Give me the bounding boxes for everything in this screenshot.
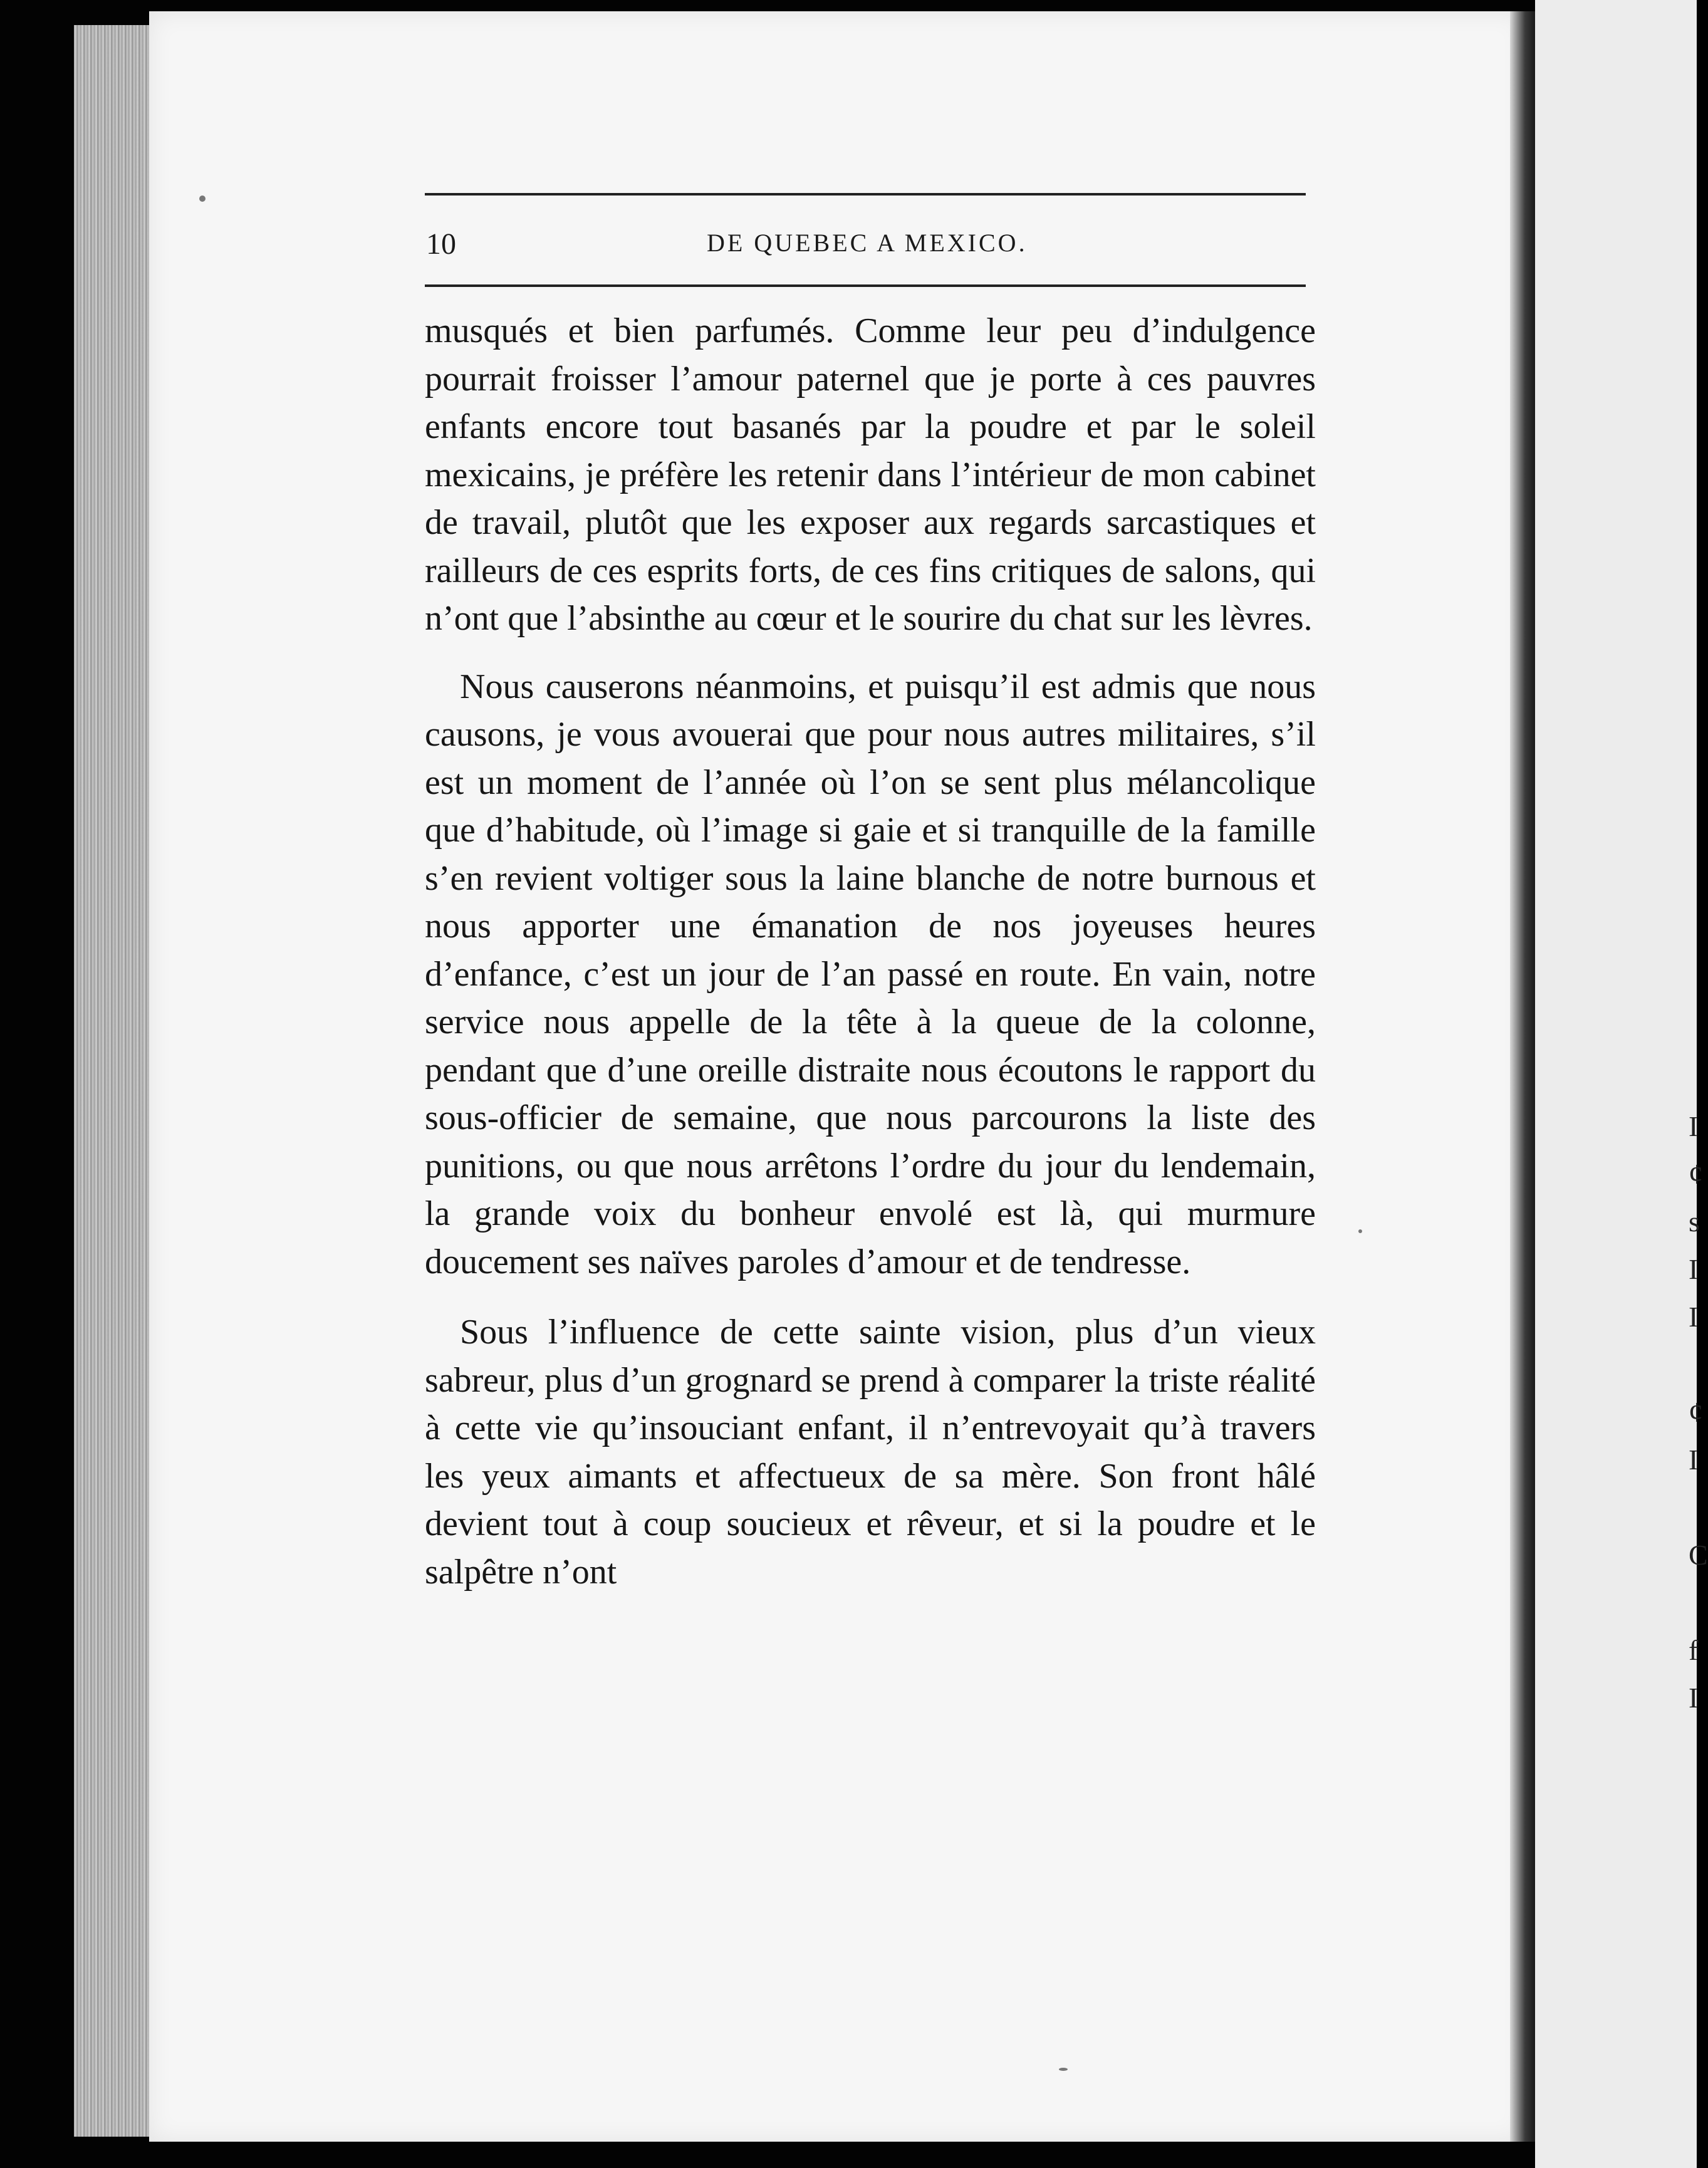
body-text [425,307,1316,1596]
paragraph: musqués et bien parfumés. Comme leur peu d’indulgence pourrait froisser l’amour paternel que je porte à ces pauvres enfants encore tout basanés par la poudre et par le soleil mexicains, je préfère les retenir dans l’intérieur de mon cabinet de travail, plutôt que les exposer aux regards sarcastiques et railleurs de ces esprits forts, de ces fins critiques de salons, qui n’ont que l’absinthe au cœur et le sourire du chat sur les lèvres. [425,311,1316,638]
paragraph: Nous causerons néanmoins, et puisqu’il est admis que nous causons, je vous avouerai que pour nous autres militaires, s’il est un moment de l’année où l’on se sent plus mélancolique que d’habitude, où l’image si gaie et si tranquille de la famille s’en revient voltiger sous la laine blanche de notre burnous et nous apporter une émanation de nos joyeuses heures d’enfance, c’est un jour de l’an passé en route. En vain, notre service nous appelle de la tête à la queue de la colonne, pendant que d’une oreille distraite nous écoutons le rapport du sous-officier de semaine, que nous parcourons la liste des punitions, ou que nous arrêtons l’ordre du jour du lendemain, la grande voix du bonheur envolé est là, qui murmure doucement ses naïves paroles d’amour et de tendresse. [425,667,1316,1281]
running-title: DE QUEBEC A MEXICO. [707,229,1028,257]
header-bottom-rule [425,284,1306,287]
page-gutter-shadow [1510,11,1535,2142]
page-number: 10 [426,227,456,261]
running-header [425,227,1306,264]
scan-speck [199,195,206,202]
facing-page-fragments: I ¢ s I I ¢ I C f I [1689,1110,1708,1714]
header-top-rule [425,193,1306,195]
scan-speck [1358,1229,1362,1233]
scan-speck [1059,2068,1068,2071]
paragraph: Sous l’influence de cette sainte vision, plus d’un vieux sabreur, plus d’un grognard se prend à comparer la triste réalité à cette vie qu’insouciant enfant, il n’entrevoyait qu’à travers les yeux aimants et affectueux de sa mère. Son front hâlé devient tout à coup soucieux et rêveur, et si la poudre et le salpêtre n’ont [425,1313,1316,1592]
facing-page [1535,0,1697,2168]
